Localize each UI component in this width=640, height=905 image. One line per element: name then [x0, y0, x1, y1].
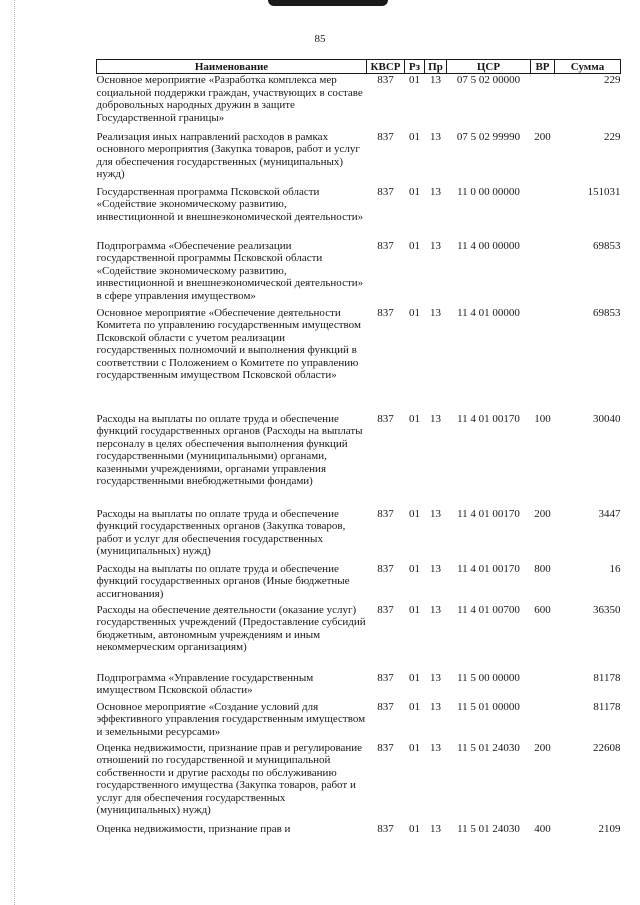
- row-vr: 200: [534, 741, 551, 754]
- table-row: [97, 74, 621, 131]
- row-kvsr: 837: [377, 74, 394, 86]
- row-sum: 69853: [593, 306, 621, 319]
- row-csr: 11 4 01 00000: [457, 306, 520, 319]
- row-name: Государственная программа Псковской области «Содействие экономическому развитию, инвестиционной и внешнеэкономической деятельности»: [96, 185, 364, 223]
- row-csr: 07 5 02 99990: [456, 130, 521, 143]
- table-row: [97, 742, 621, 823]
- row-csr: 11 4 01 00170: [457, 507, 520, 520]
- header-name: Наименование: [97, 60, 367, 74]
- row-name: Подпрограмма «Обеспечение реализации государственной программы Псковской области «Содействие экономическому развитию, инвестиционной и внешнеэкономической деятельности» в сфере управления имуществом»: [96, 239, 364, 302]
- row-vr: [531, 240, 555, 307]
- row-sum: 229: [604, 130, 621, 143]
- row-vr: 600: [534, 603, 551, 616]
- table-row: [97, 186, 621, 240]
- row-pr: 13: [430, 562, 441, 575]
- row-name: Подпрограмма «Управление государственным имуществом Псковской области»: [96, 671, 314, 697]
- row-csr: 11 5 01 24030: [457, 741, 520, 754]
- row-pr: 13: [430, 741, 441, 754]
- table-row: [97, 307, 621, 413]
- row-pr: 13: [430, 700, 441, 713]
- row-vr: 800: [534, 562, 551, 575]
- row-name: Расходы на выплаты по оплате труда и обеспечение функций государственных органов (Иные бюджетные ассигнования): [96, 562, 350, 600]
- row-vr: [531, 672, 555, 701]
- row-sum: 16: [609, 562, 621, 575]
- row-kvsr: 837: [377, 700, 394, 713]
- row-vr: [531, 74, 555, 131]
- row-pr: 13: [430, 185, 441, 198]
- row-vr: 400: [534, 822, 551, 835]
- row-vr: [531, 701, 555, 742]
- row-csr: 11 4 01 00700: [457, 603, 520, 616]
- row-kvsr: 837: [377, 412, 394, 425]
- row-rz: 01: [409, 741, 420, 754]
- row-pr: 13: [430, 306, 441, 319]
- row-sum: 30040: [593, 412, 621, 425]
- row-pr: 13: [430, 603, 441, 616]
- row-rz: 01: [409, 239, 420, 252]
- row-rz: 01: [409, 562, 420, 575]
- row-kvsr: 837: [377, 671, 394, 684]
- row-kvsr: 837: [377, 507, 394, 520]
- header-pr: Пр: [425, 60, 447, 74]
- row-rz: 01: [409, 74, 420, 86]
- row-kvsr: 837: [377, 306, 394, 319]
- row-sum: 3447: [598, 507, 621, 520]
- budget-table: [96, 59, 621, 837]
- row-sum: 36350: [593, 603, 621, 616]
- row-name: Расходы на выплаты по оплате труда и обеспечение функций государственных органов (Расходы на выплаты персоналу в целях обеспечения выполнения функций государственными (муниципальными) органами, казенными учреждениями, органами управления государственными внебюджетными фондами): [96, 412, 363, 488]
- row-vr: [531, 307, 555, 413]
- row-pr: 13: [430, 239, 441, 252]
- row-csr: 11 5 01 24030: [457, 822, 520, 835]
- row-pr: 13: [430, 507, 441, 520]
- row-name: Основное мероприятие «Создание условий для эффективного управления государственным имуществом и земельными ресурсами»: [96, 700, 366, 738]
- row-kvsr: 837: [377, 741, 394, 754]
- table-row: [97, 604, 621, 672]
- header-vr: ВР: [531, 60, 555, 74]
- row-name: Основное мероприятие «Разработка комплекса мер социальной поддержки граждан, участвующих в составе добровольных народных дружин в защите Государственной границы»: [96, 74, 363, 124]
- table-row: [97, 413, 621, 508]
- header-rz: Рз: [405, 60, 425, 74]
- row-sum: 151031: [587, 185, 621, 198]
- row-name: Основное мероприятие «Обеспечение деятельности Комитета по управлению государственным имуществом Псковской области с учетом реализации государственных полномочий и выполнения функций в соответствии с Положением о Комитете по управлению государственным имуществом Псковской области»: [96, 306, 361, 382]
- row-kvsr: 837: [377, 130, 394, 143]
- row-sum: 81178: [593, 700, 621, 713]
- row-csr: 11 4 01 00170: [457, 412, 520, 425]
- row-sum: 81178: [593, 671, 621, 684]
- table-row: [97, 508, 621, 563]
- row-name: Расходы на выплаты по оплате труда и обеспечение функций государственных органов (Закупка товаров, работ и услуг для обеспечения государственных (муниципальных) нужд): [96, 507, 346, 558]
- table-header-row: [97, 60, 621, 74]
- row-csr: 11 5 00 00000: [457, 671, 520, 684]
- table-row: [97, 672, 621, 701]
- row-csr: 11 4 01 00170: [457, 562, 520, 575]
- row-csr: 07 5 02 00000: [456, 74, 521, 86]
- row-rz: 01: [409, 412, 420, 425]
- row-sum: 2109: [598, 822, 621, 835]
- table-row: [97, 701, 621, 742]
- row-name: Реализация иных направлений расходов в рамках основного мероприятия (Закупка товаров, работ и услуг для обеспечения государственных (муниципальных) нужд): [96, 130, 360, 181]
- header-csr: ЦСР: [447, 60, 531, 74]
- row-kvsr: 837: [377, 822, 394, 835]
- row-vr: 100: [534, 412, 551, 425]
- row-kvsr: 837: [377, 185, 394, 198]
- row-rz: 01: [409, 306, 420, 319]
- row-rz: 01: [409, 130, 420, 143]
- row-vr: 200: [534, 507, 551, 520]
- row-pr: 13: [430, 671, 441, 684]
- table-row: [97, 240, 621, 307]
- row-rz: 01: [409, 671, 420, 684]
- row-rz: 01: [409, 822, 420, 835]
- row-rz: 01: [409, 185, 420, 198]
- row-sum: 22608: [593, 741, 621, 754]
- header-sum: Сумма: [555, 60, 621, 74]
- row-sum: 229: [604, 74, 621, 86]
- page-number: 85: [314, 33, 326, 45]
- row-rz: 01: [409, 700, 420, 713]
- row-csr: 11 5 01 00000: [457, 700, 520, 713]
- row-kvsr: 837: [377, 562, 394, 575]
- row-pr: 13: [430, 130, 441, 143]
- table-row: [97, 823, 621, 837]
- row-name: Оценка недвижимости, признание прав и: [96, 822, 291, 835]
- header-kvsr: КВСР: [367, 60, 405, 74]
- row-name: Оценка недвижимости, признание прав и регулирование отношений по государственной и муниципальной собственности и другие расходы по обслуживанию государственного имущества (Закупка товаров, работ и услуг для обеспечения государственных (муниципальных) нужд): [96, 741, 363, 817]
- table-row: [97, 131, 621, 186]
- row-vr: [531, 186, 555, 240]
- row-rz: 01: [409, 603, 420, 616]
- row-sum: 69853: [593, 239, 621, 252]
- row-csr: 11 4 00 00000: [457, 239, 520, 252]
- row-kvsr: 837: [377, 239, 394, 252]
- scan-left-edge: [14, 0, 15, 905]
- row-kvsr: 837: [377, 603, 394, 616]
- row-pr: 13: [430, 412, 441, 425]
- row-pr: 13: [430, 74, 441, 86]
- row-vr: 200: [534, 130, 551, 143]
- row-pr: 13: [430, 822, 441, 835]
- row-csr: 11 0 00 00000: [457, 185, 520, 198]
- row-name: Расходы на обеспечение деятельности (оказание услуг) государственных учреждений (Предоставление субсидий бюджетным, автономным учреждениям и иным некоммерческим организациям): [96, 603, 366, 654]
- row-rz: 01: [409, 507, 420, 520]
- table-row: [97, 563, 621, 604]
- scan-top-mark: [268, 0, 388, 6]
